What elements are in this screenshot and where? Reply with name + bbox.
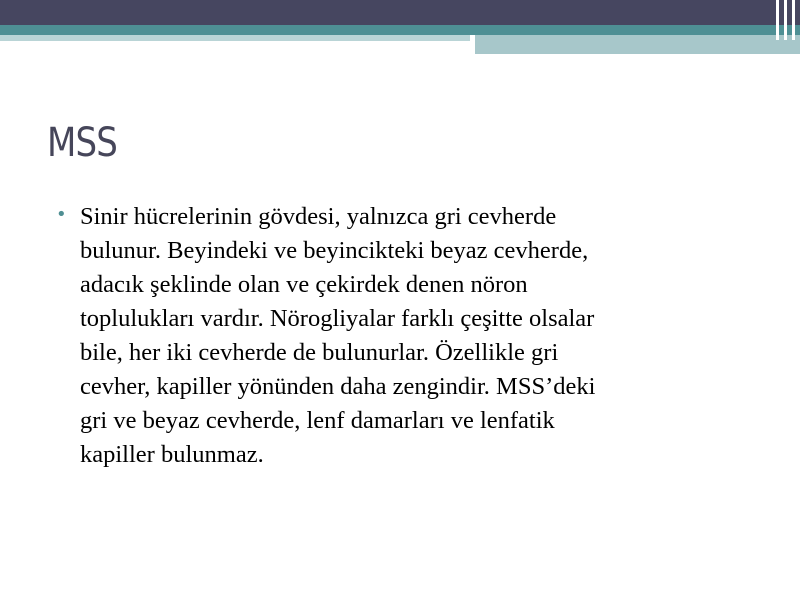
header-light-stripe bbox=[0, 35, 470, 41]
bullet-text-line: toplulukları vardır. Nörogliyalar farklı çeşitte olsalar bbox=[80, 305, 595, 332]
header-accent-stripe bbox=[0, 25, 800, 35]
bullet-list bbox=[56, 200, 756, 472]
bullet-text-line: kapiller bulunmaz. bbox=[80, 441, 264, 468]
bullet-text-line: cevher, kapiller yönünden daha zengindir. MSS’deki bbox=[80, 373, 596, 400]
bullet-text-line: adacık şeklinde olan ve çekirdek denen nöron bbox=[80, 271, 528, 298]
header-right-block bbox=[475, 35, 800, 54]
bullet-item bbox=[56, 200, 756, 472]
header-band bbox=[0, 0, 800, 25]
slide-title: MSS bbox=[47, 120, 117, 166]
bullet-text-line: gri ve beyaz cevherde, lenf damarları ve lenfatik bbox=[80, 407, 555, 434]
bullet-text-line: bulunur. Beyindeki ve beyincikteki beyaz cevherde, bbox=[80, 237, 589, 264]
header-edge-lines bbox=[774, 0, 800, 40]
bullet-text-line: bile, her iki cevherde de bulunurlar. Özellikle gri bbox=[80, 339, 559, 366]
bullet-marker-icon: • bbox=[56, 204, 67, 225]
bullet-text-line: Sinir hücrelerinin gövdesi, yalnızca gri cevherde bbox=[80, 203, 557, 230]
